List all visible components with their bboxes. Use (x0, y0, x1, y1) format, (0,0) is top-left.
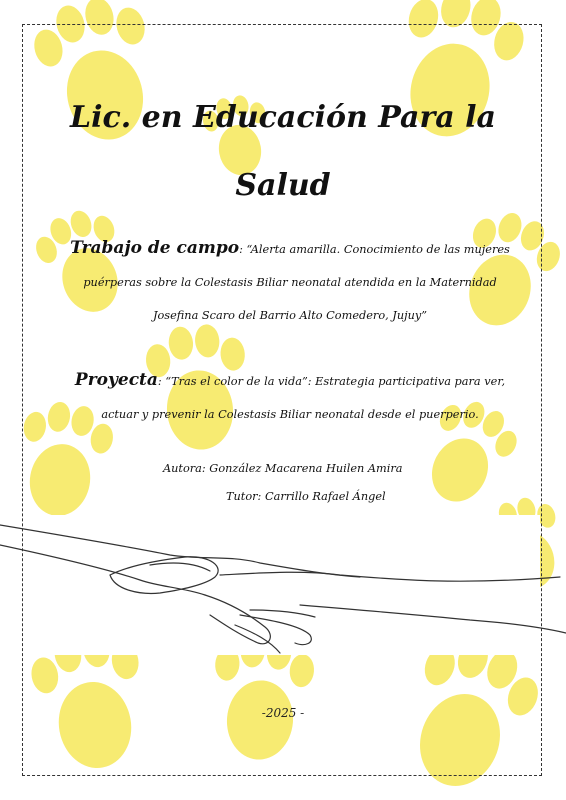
program-title-line2: Salud (235, 168, 331, 203)
fieldwork-paragraph (70, 232, 510, 332)
project-paragraph (70, 364, 510, 431)
fieldwork-label: Trabajo de campo (70, 238, 240, 258)
tutor-line: Tutor: Carrillo Rafael Ángel (226, 490, 386, 503)
author-line: Autora: González Macarena Huilen Amira (163, 462, 403, 475)
fieldwork-text: : “Alerta amarilla. Conocimiento de las mujeres puérperas sobre la Colestasis Biliar neonatal atendida en la Maternidad Josefina Scaro del Barrio Alto Comedero, Jujuy” (83, 243, 510, 322)
holding-hands-illustration (0, 515, 566, 665)
project-label: Proyecta (74, 370, 158, 390)
year-label: -2025 - (261, 706, 305, 720)
project-text: : “Tras el color de la vida”: Estrategia participativa para ver, actuar y prevenir la Colestasis Biliar neonatal desde el puerperio. (101, 375, 506, 421)
program-title-line1: Lic. en Educación Para la (70, 100, 496, 135)
